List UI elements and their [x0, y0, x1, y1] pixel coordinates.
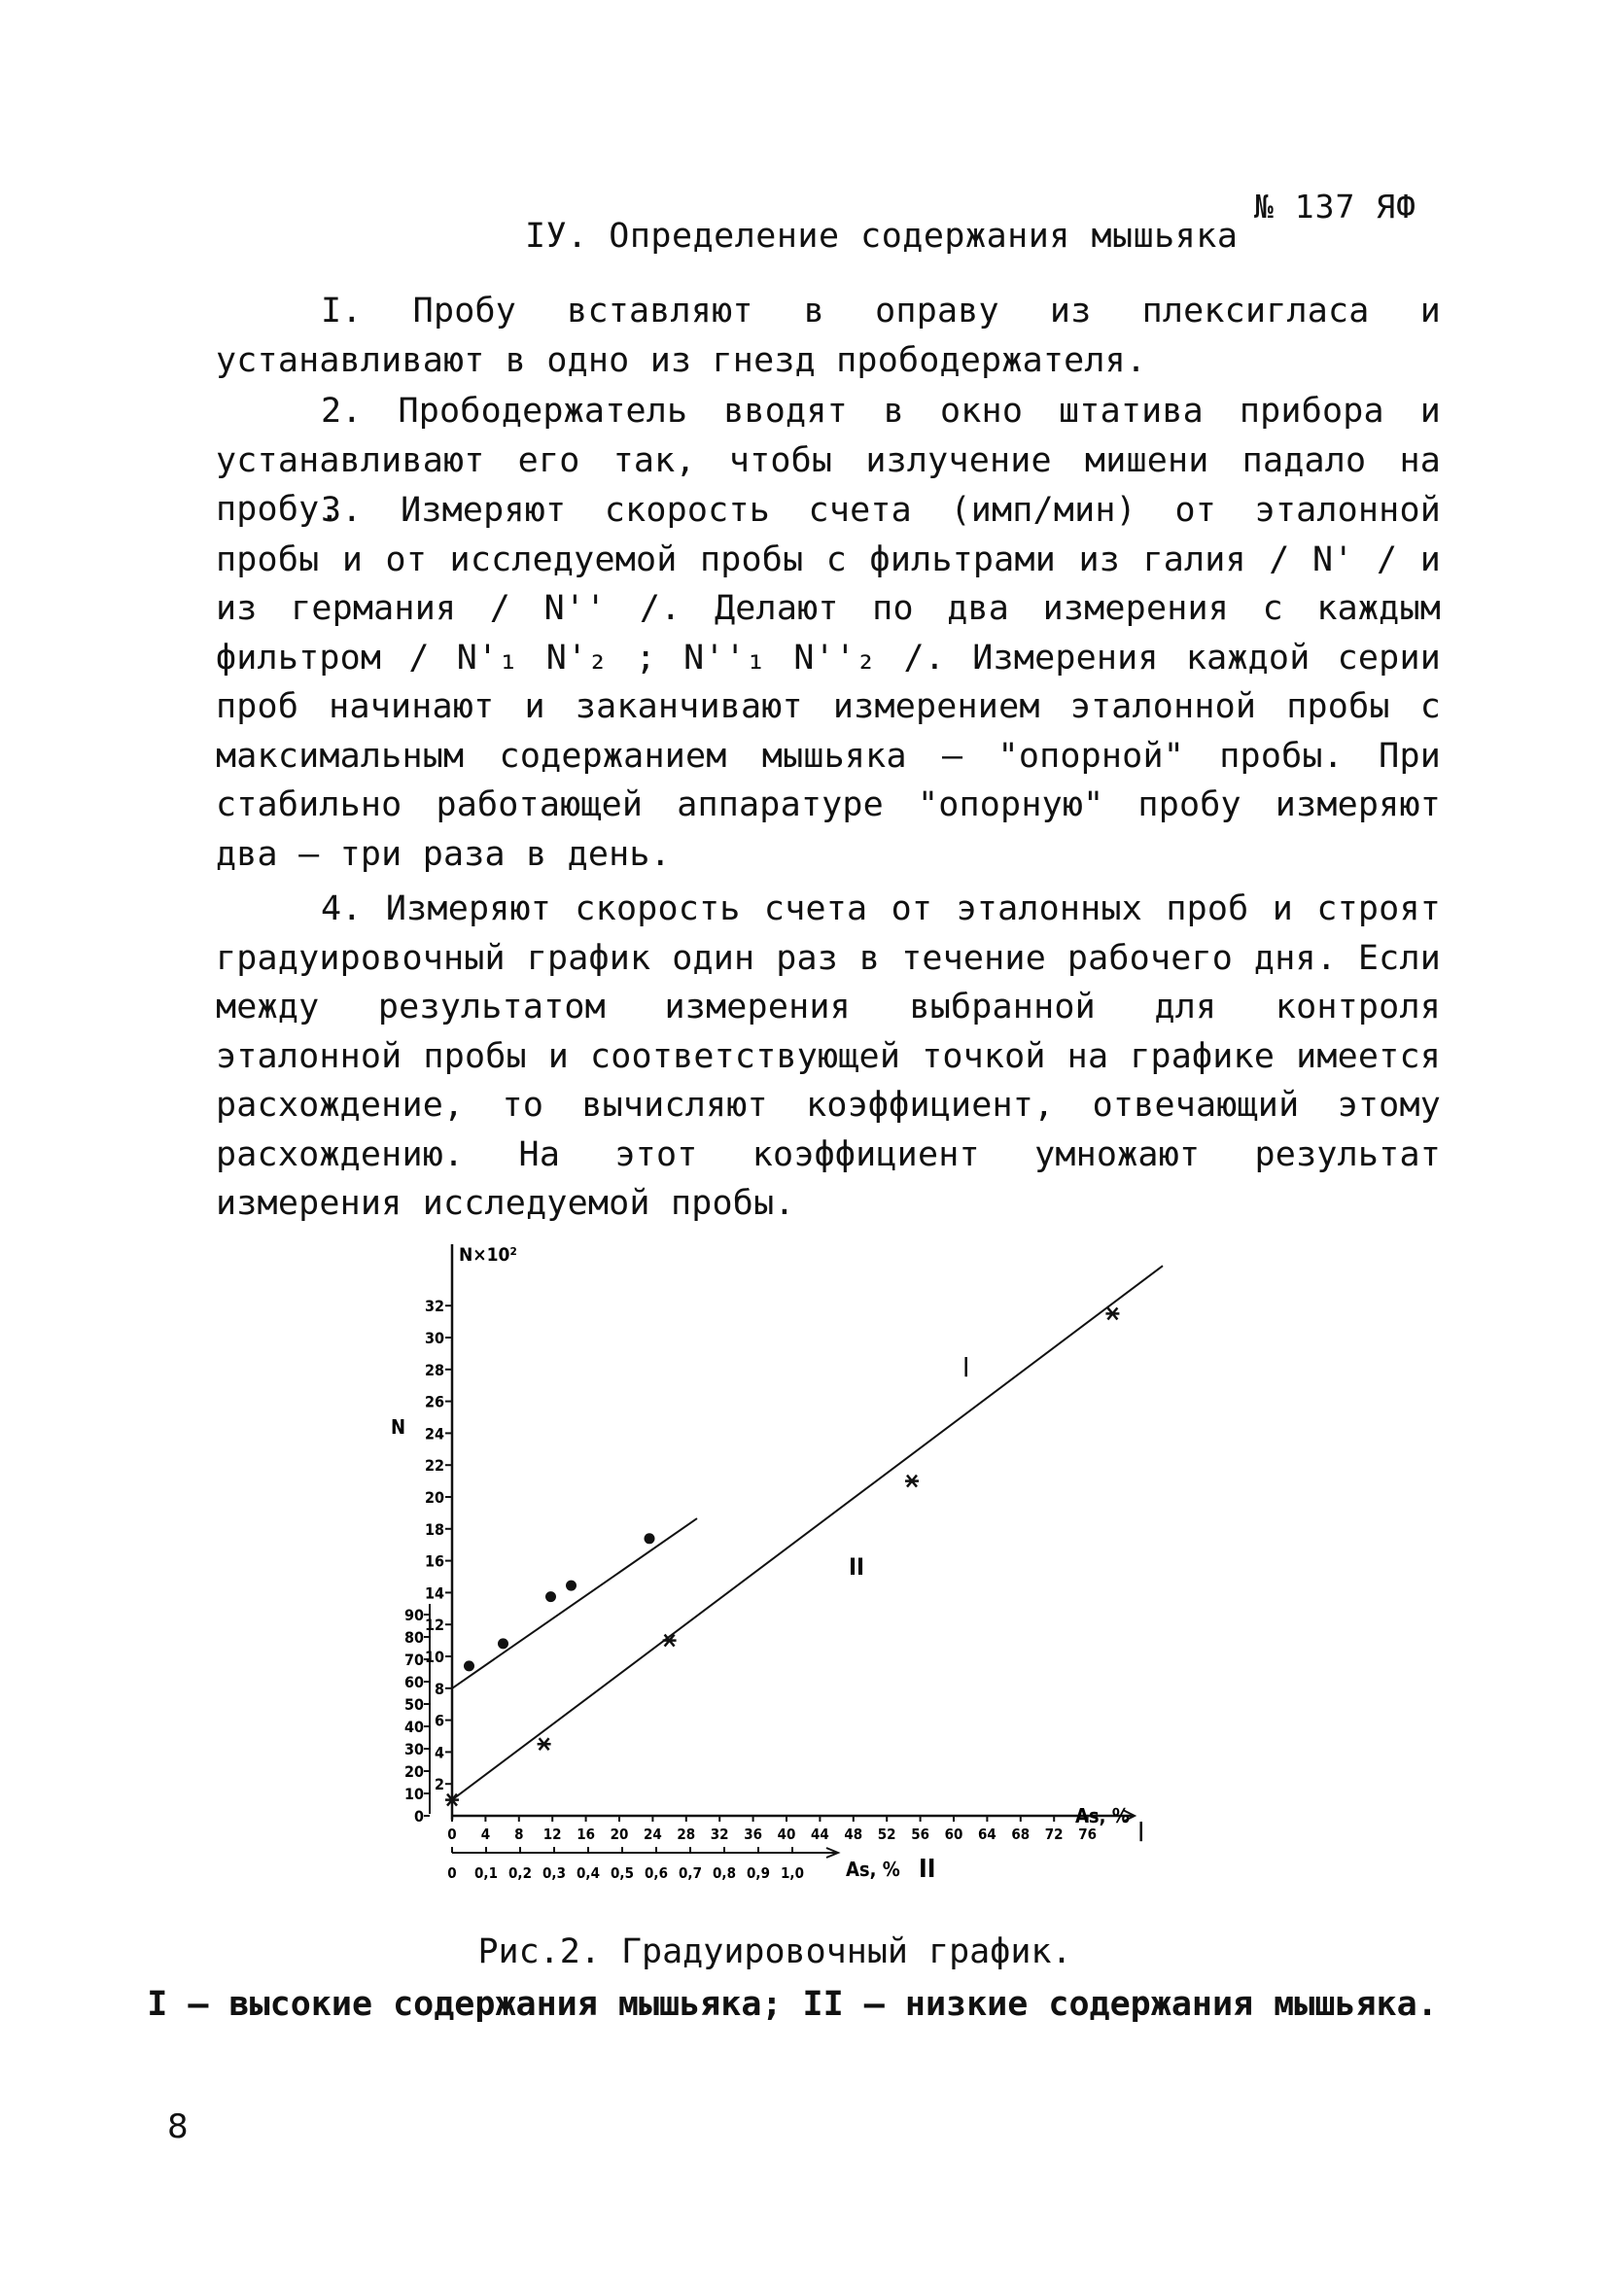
chart-series-lines	[452, 1266, 1163, 1799]
x1-tick-label: 0	[447, 1826, 457, 1843]
x1-tick-label: 32	[710, 1826, 729, 1843]
x2-tick-label: 0,8	[713, 1864, 736, 1882]
x1-tick-label: 4	[480, 1826, 491, 1843]
x1-axis-roman: I	[1137, 1816, 1145, 1848]
paragraph-4	[216, 885, 1441, 1229]
y-inner-tick-label: 2	[434, 1775, 444, 1794]
paragraph-3-text: 3. Измеряют скорость счета (имп/мин) от эталонной пробы и от исследуемой пробы с фильтрами из галия / N' / и из германия / N'' /. Делают по два измерения с каждым фильтром / N'₁ N'₂ ; N''₁ N''₂ /. Измерения каждой серии проб начинают и заканчивают измерением эталонной пробы с максимальным содержанием мышьяка – "опорной" пробы. При стабильно работающей аппаратуре "опорную" пробу измеряют два – три раза в день.	[216, 491, 1441, 874]
x2-tick-label: 0,1	[474, 1864, 498, 1882]
x1-tick-label: 48	[844, 1826, 863, 1843]
y-inner-tick-label: 30	[424, 1329, 444, 1347]
x1-tick-label: 20	[610, 1826, 629, 1843]
y-inner-tick-label: 10	[424, 1648, 444, 1666]
y-inner-tick-label: 22	[424, 1456, 444, 1476]
y-inner-tick-label: 18	[424, 1519, 444, 1539]
x2-tick-label: 0,3	[542, 1864, 566, 1882]
y-outer-tick-label: 40	[403, 1718, 424, 1736]
series-2-point	[645, 1533, 655, 1544]
calibration-chart	[360, 1235, 1196, 1915]
chart-marks	[445, 1307, 1119, 1805]
series-line-1	[452, 1266, 1163, 1799]
paragraph-1-text: I. Пробу вставляют в оправу из плексигласа и устанавливают в одно из гнезд прободержателя.	[216, 292, 1441, 380]
x2-axis-roman: II	[919, 1855, 936, 1884]
x1-tick-label: 8	[514, 1826, 524, 1843]
paragraph-2-text: 2. Прободержатель вводят в окно штатива прибора и устанавливают его так, чтобы излучение мишени падало на пробу.	[216, 392, 1441, 529]
x1-tick-label: 36	[744, 1826, 762, 1843]
y-inner-tick-label: 8	[434, 1679, 444, 1698]
x2-tick-label: 1,0	[781, 1864, 804, 1882]
y-outer-tick-label: 80	[403, 1628, 424, 1647]
y-inner-tick-label: 4	[434, 1743, 444, 1762]
x2-tick-label: 0,9	[747, 1864, 770, 1882]
y-inner-tick-label: 24	[424, 1424, 444, 1444]
x1-tick-label: 28	[677, 1826, 696, 1843]
x2-tick-label: 0,2	[508, 1864, 532, 1882]
y-outer-tick-label: 10	[403, 1785, 424, 1803]
y-inner-tick-label: 14	[424, 1583, 444, 1603]
x2-tick-label: 0	[447, 1864, 457, 1882]
y-outer-tick-label: 0	[413, 1807, 424, 1826]
series-2-point	[566, 1581, 577, 1591]
y-inner-tick-label: 28	[424, 1360, 444, 1379]
y-outer-tick-label: 20	[403, 1762, 424, 1781]
series-2-point	[545, 1591, 556, 1602]
series-1-label: I	[962, 1351, 970, 1383]
x1-tick-label: 68	[1011, 1826, 1031, 1843]
x2-tick-label: 0,6	[645, 1864, 668, 1882]
x2-tick-label: 0,5	[611, 1864, 634, 1882]
series-2-point	[498, 1638, 508, 1649]
y-inner-tick-label: 12	[424, 1616, 444, 1635]
section-title: IУ. Определение содержания мышьяка	[525, 217, 1239, 256]
document-number: № 137 ЯФ	[1254, 188, 1416, 226]
y-inner-tick-label: 16	[424, 1551, 444, 1571]
y-inner-tick-label: 32	[424, 1297, 444, 1316]
x1-tick-label: 40	[777, 1826, 796, 1843]
n-axis-label: N	[391, 1415, 406, 1439]
paragraph-3	[216, 486, 1441, 879]
x1-tick-label: 64	[978, 1826, 996, 1843]
y-inner-tick-label: 6	[434, 1711, 444, 1730]
figure-caption: Рис.2. Градуировочный график.	[477, 1932, 1072, 1971]
x2-tick-label: 0,7	[679, 1864, 702, 1882]
x1-tick-label: 44	[811, 1826, 829, 1843]
y-outer-tick-label: 90	[403, 1606, 424, 1624]
x1-tick-label: 52	[877, 1826, 896, 1843]
x1-tick-label: 60	[944, 1826, 963, 1843]
x1-tick-label: 16	[577, 1826, 595, 1843]
y-outer-tick-label: 60	[403, 1673, 424, 1691]
x1-axis-label: As, %	[1075, 1804, 1130, 1827]
y-axis-title: N×10²	[459, 1244, 517, 1266]
y-outer-tick-label: 70	[403, 1651, 424, 1669]
y-outer-tick-label: 30	[403, 1740, 424, 1758]
paragraph-4-text: 4. Измеряют скорость счета от эталонных проб и строят градуировочный график один раз в течение рабочего дня. Если между результатом измерения выбранной для контроля эталонной пробы и соответствующей точкой на графике имеется расхождение, то вычисляют коэффициент, отвечающий этому расхождению. На этот коэффициент умножают результат измерения исследуемой пробы.	[216, 889, 1441, 1223]
series-line-2	[452, 1518, 697, 1688]
series-1-point	[1105, 1307, 1119, 1319]
calibration-chart-figure	[360, 1235, 1196, 1919]
series-2-label: II	[849, 1553, 865, 1581]
series-1-point	[538, 1738, 551, 1750]
x1-tick-label: 56	[911, 1826, 929, 1843]
x1-tick-label: 24	[644, 1826, 662, 1843]
x1-tick-label: 12	[542, 1826, 562, 1843]
chart-axes	[404, 1244, 1135, 1882]
x2-tick-label: 0,4	[577, 1864, 600, 1882]
x1-tick-label: 76	[1078, 1826, 1097, 1843]
series-2-point	[464, 1660, 474, 1671]
series-1-point	[905, 1476, 919, 1487]
figure-legend: I – высокие содержания мышьяка; II – низкие содержания мышьяка.	[147, 1985, 1438, 2024]
y-inner-tick-label: 26	[424, 1392, 444, 1411]
x1-tick-label: 72	[1044, 1826, 1064, 1843]
x2-axis-label: As, %	[846, 1858, 900, 1881]
y-inner-tick-label: 20	[424, 1488, 444, 1507]
paragraph-1	[216, 287, 1441, 385]
page-number: 8	[167, 2107, 189, 2146]
y-outer-tick-label: 50	[403, 1695, 424, 1714]
